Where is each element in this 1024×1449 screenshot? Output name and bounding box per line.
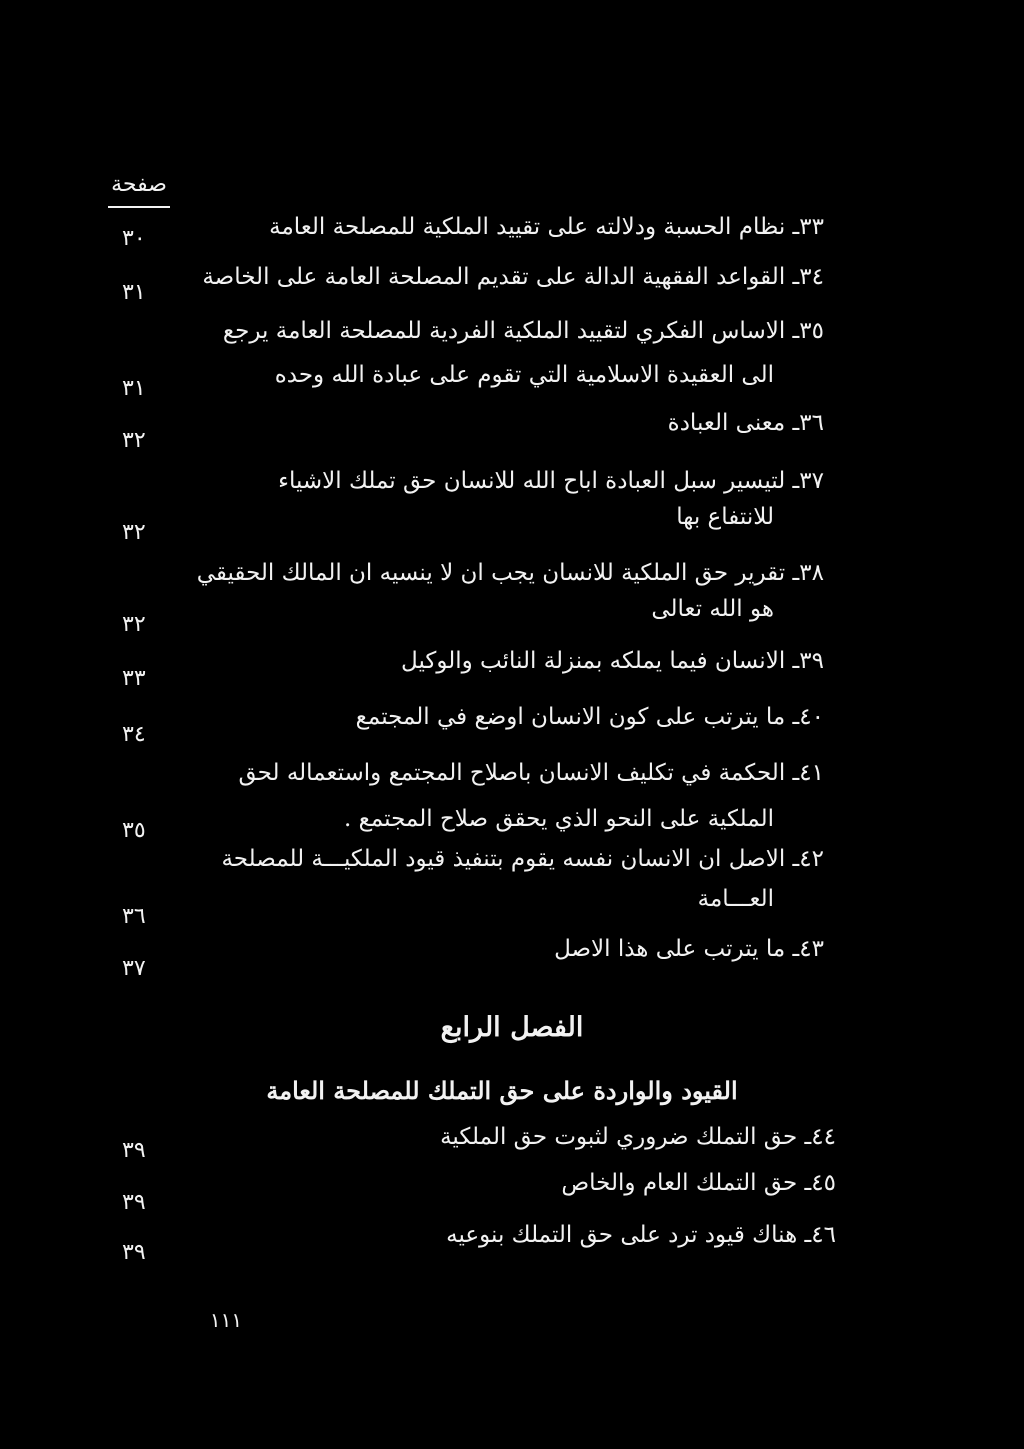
toc-entry-dash: ـ	[785, 846, 800, 872]
toc-page-ref: ٣٤	[122, 722, 146, 747]
toc-entry-text	[446, 1224, 836, 1247]
toc-entry-dash: ـ	[785, 410, 800, 436]
toc-entry-text	[269, 216, 824, 239]
toc-page-ref: ٣٢	[122, 428, 146, 453]
toc-entry-dash: ـ	[785, 318, 800, 344]
toc-page-ref: ٣٧	[122, 956, 146, 981]
toc-entry-text	[401, 650, 824, 673]
toc-entry-38	[0, 560, 1024, 637]
toc-entry-title: معنى العبادة	[667, 410, 786, 436]
toc-page-ref: ٣٣	[122, 666, 146, 691]
toc-page-ref: ٣٠	[122, 226, 146, 251]
toc-entry-39	[0, 648, 1024, 691]
toc-entry-continuation: الملكية على النحو الذي يحقق صلاح المجتمع .	[343, 806, 774, 832]
toc-entry-number: ٤٦	[811, 1222, 836, 1248]
toc-entry-text	[440, 1126, 836, 1149]
toc-entry-dash: ـ	[785, 560, 800, 586]
toc-entry-title: ما يترتب على كون الانسان اوضع في المجتمع	[355, 704, 786, 730]
toc-page-ref: ٣٩	[122, 1190, 146, 1215]
toc-entry-title: هناك قيود ترد على حق التملك بنوعيه	[446, 1222, 798, 1248]
toc-entry-dash: ـ	[785, 468, 800, 494]
toc-entry-dash: ـ	[785, 264, 800, 290]
chapter-heading: الفصل الرابع	[440, 1012, 584, 1043]
toc-entry-title: الانسان فيما يملكه بمنزلة النائب والوكيل	[401, 648, 786, 674]
toc-entry-title: الاصل ان الانسان نفسه يقوم بتنفيذ قيود الملكيـــة للمصلحة	[221, 846, 786, 872]
page-number: ١١١	[209, 1308, 243, 1332]
toc-entry-number: ٤٣	[799, 936, 824, 962]
toc-entry-text	[356, 706, 824, 729]
toc-entry-44	[0, 1124, 1024, 1163]
toc-entry-number: ٣٧	[799, 468, 824, 494]
toc-entry-dash: ـ	[797, 1222, 812, 1248]
toc-page-ref: ٣٩	[122, 1240, 146, 1265]
toc-entry-text	[278, 470, 824, 493]
toc-entry-number: ٣٤	[799, 264, 824, 290]
toc-entry-dash: ـ	[785, 214, 800, 240]
toc-entry-title: لتيسير سبل العبادة اباح الله للانسان حق تملك الاشياء	[278, 468, 786, 494]
toc-entry-text	[554, 938, 824, 961]
toc-entry-43	[0, 936, 1024, 981]
toc-entry-title: حق التملك ضروري لثبوت حق الملكية	[440, 1124, 798, 1150]
toc-entry-continuation: للانتفاع بها	[676, 504, 774, 530]
toc-page-ref: ٣٦	[122, 904, 146, 929]
toc-page-ref: ٣٩	[122, 1138, 146, 1163]
toc-entry-title: تقرير حق الملكية للانسان يجب ان لا ينسيه ان المالك الحقيقي	[196, 560, 786, 586]
toc-entry-title: الاساس الفكري لتقييد الملكية الفردية للمصلحة العامة يرجع	[222, 318, 786, 344]
toc-entry-title: الحكمة في تكليف الانسان باصلاح المجتمع واستعماله لحق	[238, 760, 786, 786]
toc-entry-title: نظام الحسبة ودلالته على تقييد الملكية للمصلحة العامة	[269, 214, 786, 240]
toc-entry-36	[0, 410, 1024, 453]
toc-entry-dash: ـ	[785, 704, 800, 730]
toc-entry-37	[0, 468, 1024, 545]
toc-entry-41	[0, 760, 1024, 843]
toc-entry-35	[0, 318, 1024, 401]
toc-entry-title: القواعد الفقهية الدالة على تقديم المصلحة العامة على الخاصة	[202, 264, 786, 290]
toc-entry-dash: ـ	[797, 1170, 812, 1196]
toc-entry-dash: ـ	[797, 1124, 812, 1150]
toc-page-ref: ٣٢	[122, 612, 146, 637]
toc-entry-continuation: هو الله تعالى	[651, 596, 774, 622]
toc-entry-40	[0, 704, 1024, 747]
toc-entry-text	[561, 1172, 836, 1195]
toc-entry-45	[0, 1170, 1024, 1215]
toc-entry-dash: ـ	[785, 648, 800, 674]
toc-entry-number: ٤٠	[799, 704, 824, 730]
toc-entry-dash: ـ	[785, 760, 800, 786]
toc-entry-text	[202, 266, 824, 289]
toc-entry-text	[668, 412, 824, 435]
toc-entry-number: ٣٩	[799, 648, 824, 674]
toc-page-ref: ٣١	[122, 280, 146, 305]
toc-entry-33	[0, 214, 1024, 251]
toc-entry-number: ٤٥	[811, 1170, 836, 1196]
toc-entry-42	[0, 846, 1024, 929]
toc-entry-number: ٣٨	[799, 560, 824, 586]
toc-entry-number: ٣٥	[799, 318, 824, 344]
toc-entry-title: حق التملك العام والخاص	[561, 1170, 798, 1196]
toc-entry-text	[238, 762, 824, 785]
toc-page-ref: ٣٥	[122, 818, 146, 843]
page-column-header: صفحة	[111, 172, 167, 197]
toc-entry-number: ٤١	[799, 760, 824, 786]
toc-entry-continuation: الى العقيدة الاسلامية التي تقوم على عبادة الله وحده	[274, 362, 774, 388]
chapter-subheading: القيود والواردة على حق التملك للمصلحة العامة	[266, 1076, 738, 1105]
toc-page-ref: ٣٢	[122, 520, 146, 545]
toc-entry-number: ٤٤	[811, 1124, 836, 1150]
toc-entry-number: ٤٢	[799, 846, 824, 872]
toc-entry-continuation: العـــامة	[697, 886, 774, 912]
toc-entry-text	[197, 562, 824, 585]
toc-page-ref: ٣١	[122, 376, 146, 401]
toc-entry-number: ٣٣	[799, 214, 824, 240]
toc-entry-text	[221, 848, 824, 871]
toc-entry-number: ٣٦	[799, 410, 824, 436]
toc-entry-34	[0, 264, 1024, 305]
toc-entry-text	[223, 320, 824, 343]
header-underline	[108, 206, 170, 208]
toc-entry-dash: ـ	[785, 936, 800, 962]
toc-entry-title: ما يترتب على هذا الاصل	[554, 936, 786, 962]
toc-entry-46	[0, 1222, 1024, 1265]
